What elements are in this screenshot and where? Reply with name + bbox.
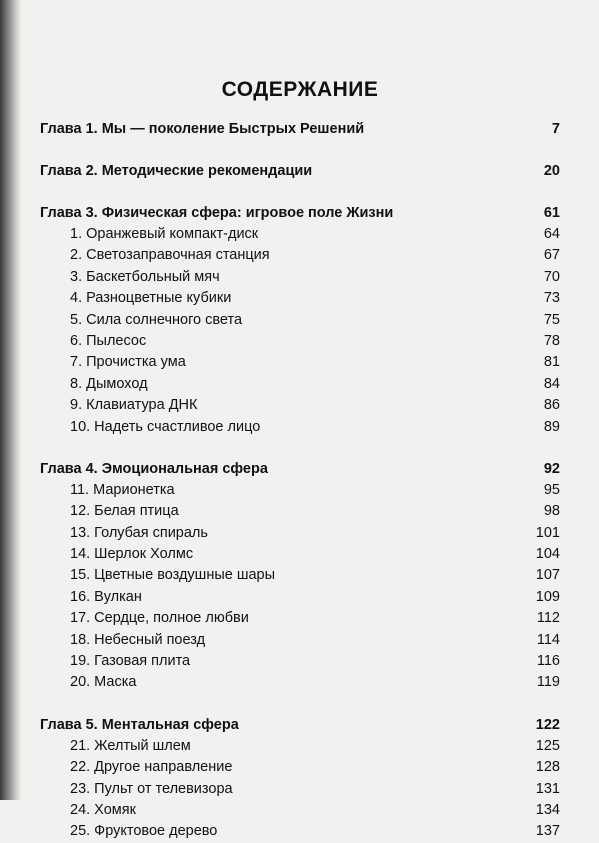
list-item: [40, 374, 560, 395]
item-page: 128: [535, 759, 560, 776]
chapter-page: 61: [543, 205, 560, 221]
list-item: [40, 544, 560, 565]
list-item: [40, 779, 560, 800]
item-page: 81: [543, 354, 560, 371]
item-page: 107: [535, 567, 560, 584]
item-label: 4. Разноцветные кубики: [70, 290, 232, 307]
item-page: 64: [543, 226, 560, 242]
list-item: [40, 821, 560, 842]
list-item: [40, 310, 560, 331]
list-item: [40, 288, 560, 309]
item-label: 12. Белая птица: [70, 503, 179, 520]
item-label: 2. Светозаправочная станция: [70, 247, 270, 264]
item-page: 134: [535, 801, 560, 818]
item-page: 89: [543, 418, 560, 435]
item-label: 15. Цветные воздушные шары: [70, 567, 276, 584]
item-label: 25. Фруктовое дерево: [70, 823, 218, 840]
list-item: [40, 352, 560, 373]
item-page: 112: [536, 610, 560, 627]
item-label: 16. Вулкан: [70, 588, 142, 605]
page-edge-shadow: [0, 0, 22, 800]
item-page: 95: [543, 481, 560, 498]
item-label: 5. Сила солнечного света: [70, 311, 243, 328]
list-item: [40, 630, 560, 651]
item-page: 78: [543, 332, 560, 349]
chapter-page: 92: [543, 460, 560, 477]
list-item: [40, 523, 560, 544]
item-label: 22. Другое направление: [70, 759, 233, 776]
item-page: 119: [536, 674, 560, 691]
chapter-page: 122: [535, 716, 560, 733]
item-page: 116: [536, 653, 560, 670]
list-item: [40, 395, 560, 416]
chapter-page: 7: [551, 121, 560, 137]
list-item: [40, 587, 560, 608]
item-page: 125: [535, 737, 560, 754]
item-page: 131: [535, 780, 560, 797]
list-item: [40, 757, 560, 778]
item-label: 6. Пылесос: [70, 332, 147, 349]
item-page: 104: [535, 546, 560, 563]
item-label: 21. Желтый шлем: [70, 737, 191, 754]
item-page: 75: [543, 311, 560, 328]
list-item: [40, 800, 560, 821]
item-page: 101: [535, 524, 560, 541]
chapter-2: [40, 160, 560, 182]
item-page: 73: [543, 290, 560, 307]
list-item: [40, 224, 560, 245]
list-item: [40, 267, 560, 288]
chapter-label: Глава 4. Эмоциональная сфера: [40, 460, 268, 477]
chapter-1: [40, 118, 560, 140]
list-item: [40, 480, 560, 501]
chapter-label: Глава 5. Ментальная сфера: [40, 716, 239, 733]
item-page: 137: [535, 823, 560, 840]
item-page: 84: [543, 375, 560, 392]
item-label: 11. Марионетка: [70, 481, 175, 498]
chapter-5: [40, 714, 560, 736]
chapter-3: [40, 202, 560, 224]
item-label: 24. Хомяк: [70, 801, 136, 818]
chapter-label: Глава 1. Мы — поколение Быстрых Решений: [40, 121, 365, 137]
item-label: 18. Небесный поезд: [70, 631, 206, 648]
list-item: [40, 245, 560, 266]
table-of-contents: [40, 60, 560, 843]
item-label: 1. Оранжевый компакт-диск: [70, 226, 259, 242]
item-label: 14. Шерлок Холмс: [70, 546, 194, 563]
item-label: 17. Сердце, полное любви: [70, 610, 249, 627]
item-label: 23. Пульт от телевизора: [70, 780, 233, 797]
item-label: 7. Прочистка ума: [70, 354, 186, 371]
item-page: 109: [535, 588, 560, 605]
list-item: [40, 651, 560, 672]
chapter-page: 20: [543, 163, 560, 179]
item-page: 98: [543, 503, 560, 520]
chapter-4: [40, 458, 560, 480]
item-label: 19. Газовая плита: [70, 653, 191, 670]
list-item: [40, 417, 560, 438]
item-label: 13. Голубая спираль: [70, 524, 208, 541]
item-page: 114: [536, 631, 560, 648]
list-item: [40, 608, 560, 629]
item-label: 9. Клавиатура ДНК: [70, 397, 198, 414]
item-label: 8. Дымоход: [70, 375, 148, 392]
list-item: [40, 736, 560, 757]
list-item: [40, 501, 560, 522]
chapter-label: Глава 2. Методические рекомендации: [40, 163, 313, 179]
item-page: 70: [543, 268, 560, 285]
item-label: 20. Маска: [70, 674, 137, 691]
list-item: [40, 565, 560, 586]
item-page: 86: [543, 397, 560, 414]
list-item: [40, 672, 560, 693]
page-title: СОДЕРЖАНИЕ: [221, 78, 379, 101]
item-label: 3. Баскетбольный мяч: [70, 268, 220, 285]
item-label: 10. Надеть счастливое лицо: [70, 418, 261, 435]
item-page: 67: [543, 247, 560, 264]
chapter-label: Глава 3. Физическая сфера: игровое поле Жизни: [40, 205, 394, 221]
list-item: [40, 331, 560, 352]
